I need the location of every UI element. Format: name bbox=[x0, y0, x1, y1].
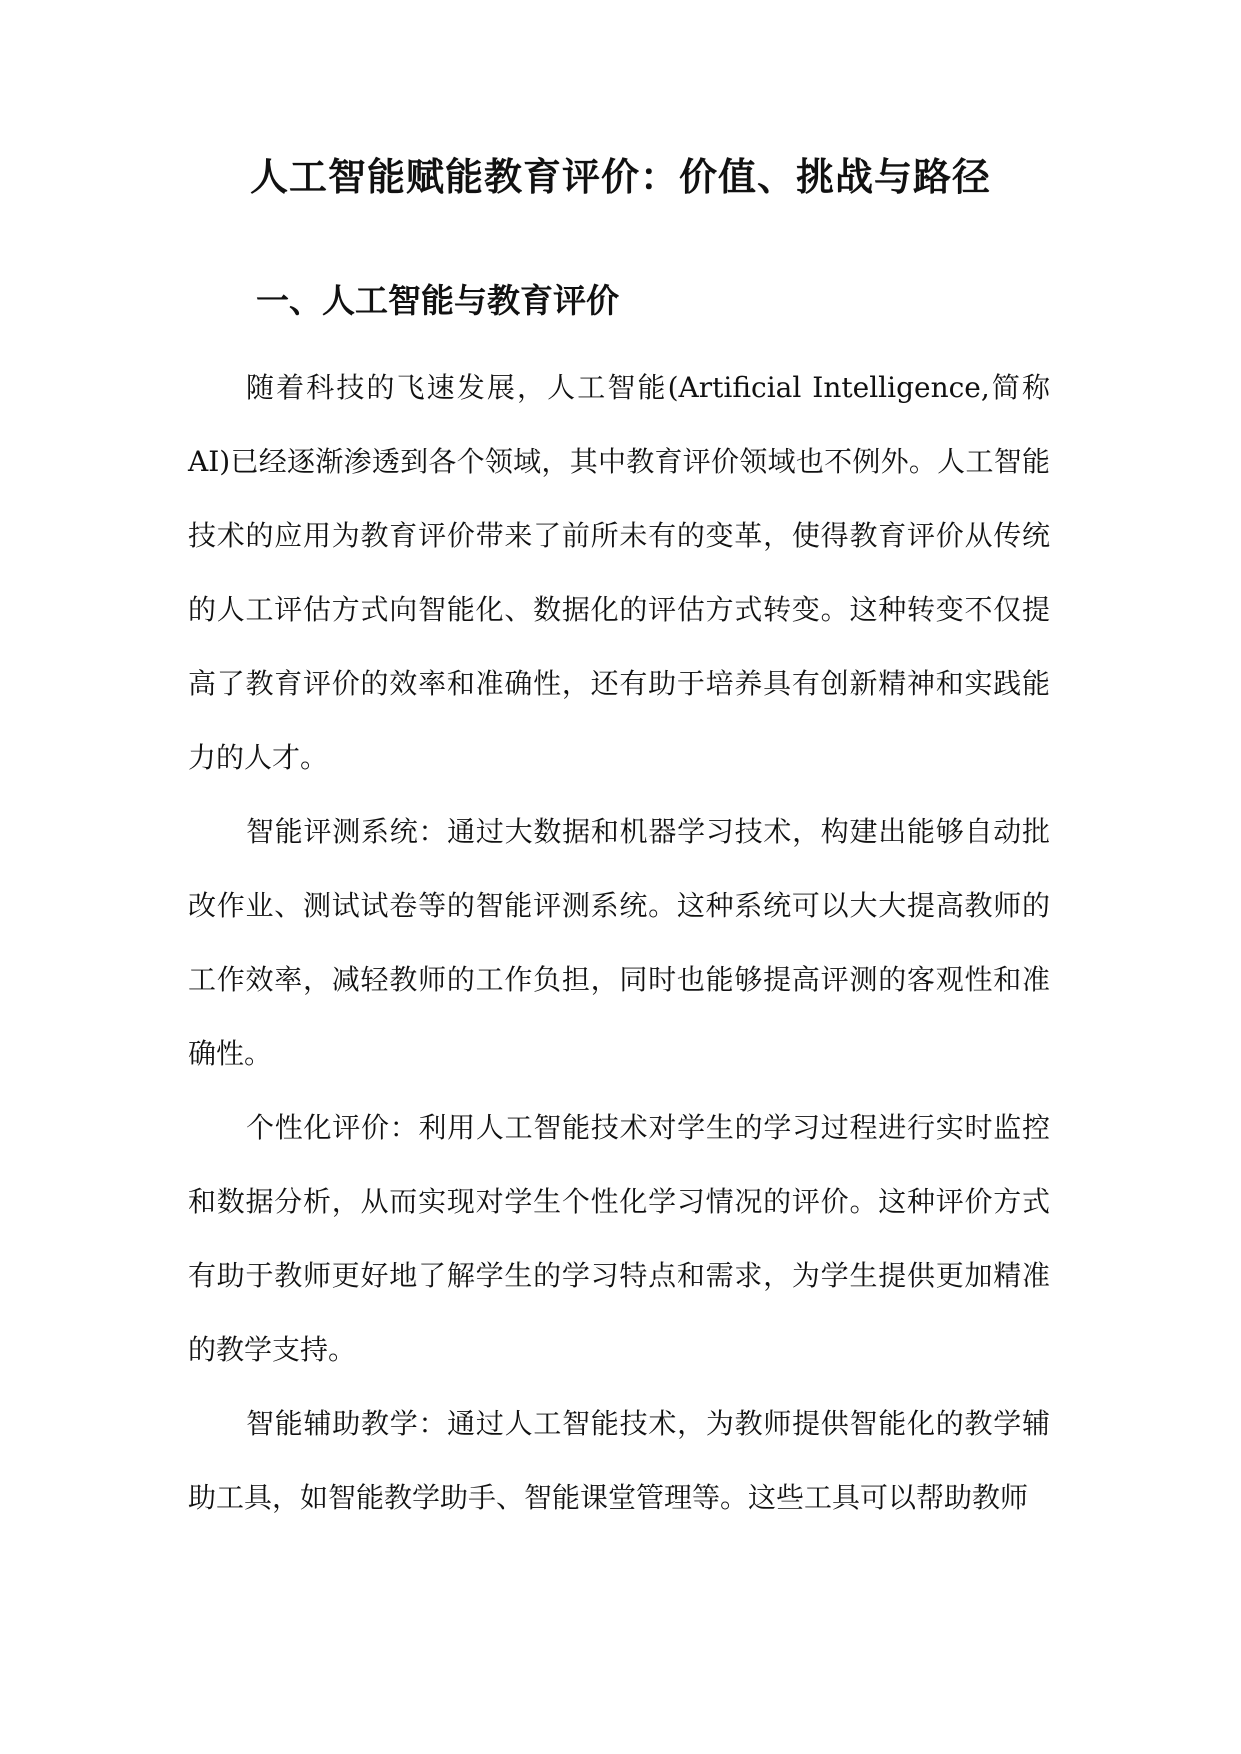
paragraph-intro: 随着科技的飞速发展，人工智能(Artificial Intelligence,简称AI)已经逐渐渗透到各个领域，其中教育评价领域也不例外。人工智能技术的应用为教育评价带来了前所未有的变革，使得教育评价从传统的人工评估方式向智能化、数据化的评估方式转变。这种转变不仅提高了教育评价的效率和准确性，还有助于培养具有创新精神和实践能力的人才。 bbox=[188, 371, 1050, 774]
paragraph-smart-assessment: 智能评测系统：通过大数据和机器学习技术，构建出能够自动批改作业、测试试卷等的智能评测系统。这种系统可以大大提高教师的工作效率，减轻教师的工作负担，同时也能够提高评测的客观性和准确性。 bbox=[188, 815, 1050, 1070]
section-heading: 一、人工智能与教育评价 bbox=[256, 281, 619, 320]
document-title: 人工智能赋能教育评价：价值、挑战与路径 bbox=[249, 154, 991, 199]
paragraph-personalized-evaluation: 个性化评价：利用人工智能技术对学生的学习过程进行实时监控和数据分析，从而实现对学生个性化学习情况的评价。这种评价方式有助于教师更好地了解学生的学习特点和需求，为学生提供更加精准的教学支持。 bbox=[188, 1111, 1050, 1366]
paragraph-assisted-teaching: 智能辅助教学：通过人工智能技术，为教师提供智能化的教学辅助工具，如智能教学助手、智能课堂管理等。这些工具可以帮助教师 bbox=[188, 1407, 1050, 1514]
